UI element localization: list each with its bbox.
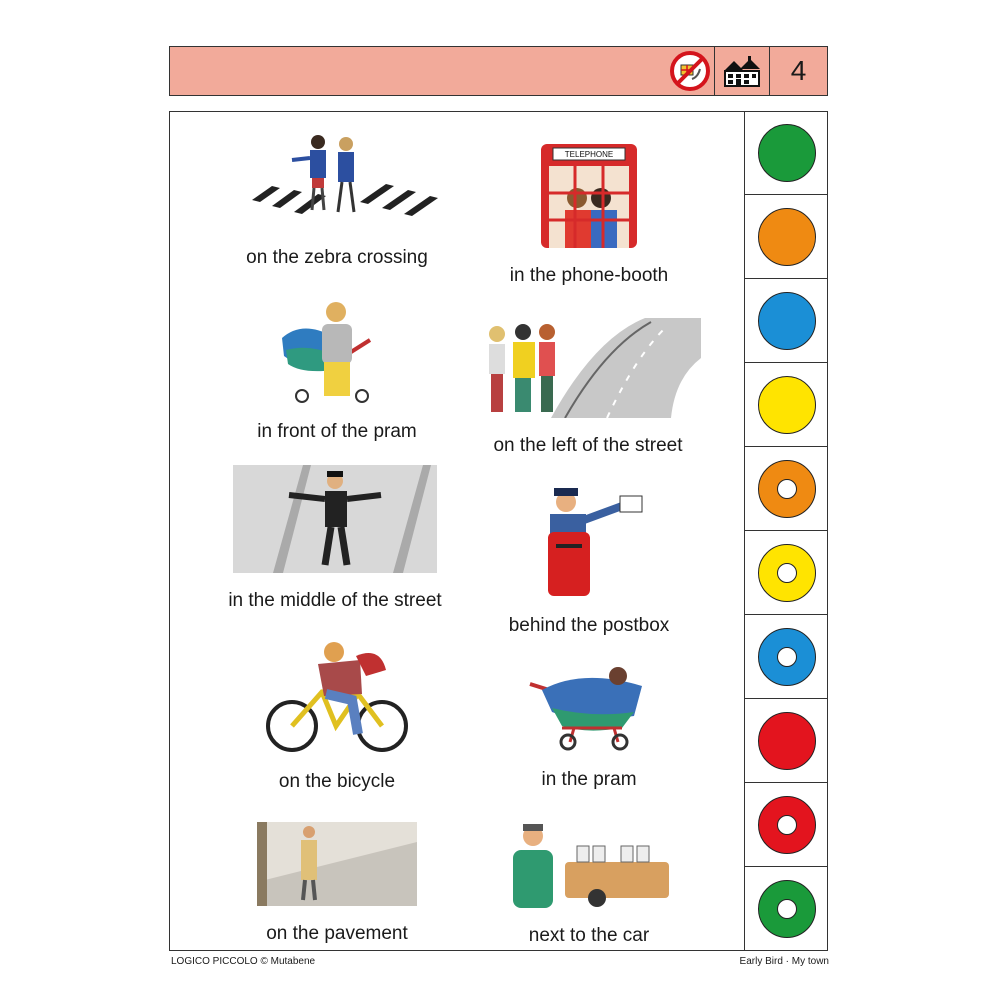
item-behind-postbox — [476, 486, 702, 637]
color-ring — [758, 544, 816, 602]
item-label: on the left of the street — [493, 435, 683, 456]
item-label: on the zebra crossing — [246, 247, 428, 268]
item-next-to-car — [476, 822, 702, 947]
item-left-of-street — [468, 318, 708, 457]
item-label: behind the postbox — [508, 615, 670, 636]
dot-cell[interactable] — [745, 363, 828, 447]
color-dot — [758, 208, 816, 266]
item-label: in the phone-booth — [509, 265, 669, 286]
item-on-bicycle — [222, 636, 452, 793]
dot-cell[interactable] — [745, 615, 828, 699]
dot-cell[interactable] — [745, 699, 828, 783]
color-ring — [758, 628, 816, 686]
zebra-crossing-illustration — [232, 130, 442, 230]
color-dot — [758, 376, 816, 434]
boy-pram-illustration — [272, 300, 402, 404]
man-pavement-illustration — [257, 822, 417, 906]
item-label: on the bicycle — [278, 771, 396, 792]
color-dot — [758, 292, 816, 350]
boy-bicycle-illustration — [262, 636, 412, 754]
item-label: in the middle of the street — [228, 590, 442, 611]
item-zebra-crossing — [222, 130, 452, 269]
footer-right: Early Bird · My town — [739, 956, 829, 967]
item-label: in front of the pram — [257, 421, 417, 442]
phone-booth-illustration — [539, 138, 639, 248]
item-on-pavement — [222, 822, 452, 945]
item-label: next to the car — [528, 925, 650, 946]
color-dot — [758, 712, 816, 770]
man-car-illustration — [503, 822, 675, 908]
page-number: 4 — [769, 47, 827, 95]
dot-cell[interactable] — [745, 111, 828, 195]
house-icon — [722, 55, 762, 87]
baby-pram-illustration — [522, 664, 656, 752]
color-ring — [758, 460, 816, 518]
dot-cell[interactable] — [745, 783, 828, 867]
dot-cell[interactable] — [745, 447, 828, 531]
prohibited-gift-icon — [670, 51, 710, 91]
color-ring — [758, 880, 816, 938]
phone-booth-sign: TELEPHONE — [564, 150, 614, 159]
item-label: in the pram — [541, 769, 637, 790]
color-dot — [758, 124, 816, 182]
dot-cell[interactable] — [745, 531, 828, 615]
postman-postbox-illustration — [526, 486, 652, 598]
item-front-of-pram — [222, 300, 452, 443]
house-badge — [714, 47, 769, 95]
item-label: on the pavement — [266, 923, 408, 944]
color-ring — [758, 796, 816, 854]
footer-left: LOGICO PICCOLO © Mutabene — [171, 956, 316, 967]
header-bar — [169, 46, 828, 96]
policeman-street-illustration — [233, 465, 437, 573]
children-street-illustration — [475, 318, 701, 418]
dot-cell[interactable] — [745, 195, 828, 279]
dot-cell[interactable] — [745, 867, 828, 951]
item-in-pram — [476, 664, 702, 791]
item-phone-booth — [476, 138, 702, 287]
dot-cell[interactable] — [745, 279, 828, 363]
item-middle-of-street — [210, 465, 460, 612]
color-dot-column — [744, 111, 828, 951]
